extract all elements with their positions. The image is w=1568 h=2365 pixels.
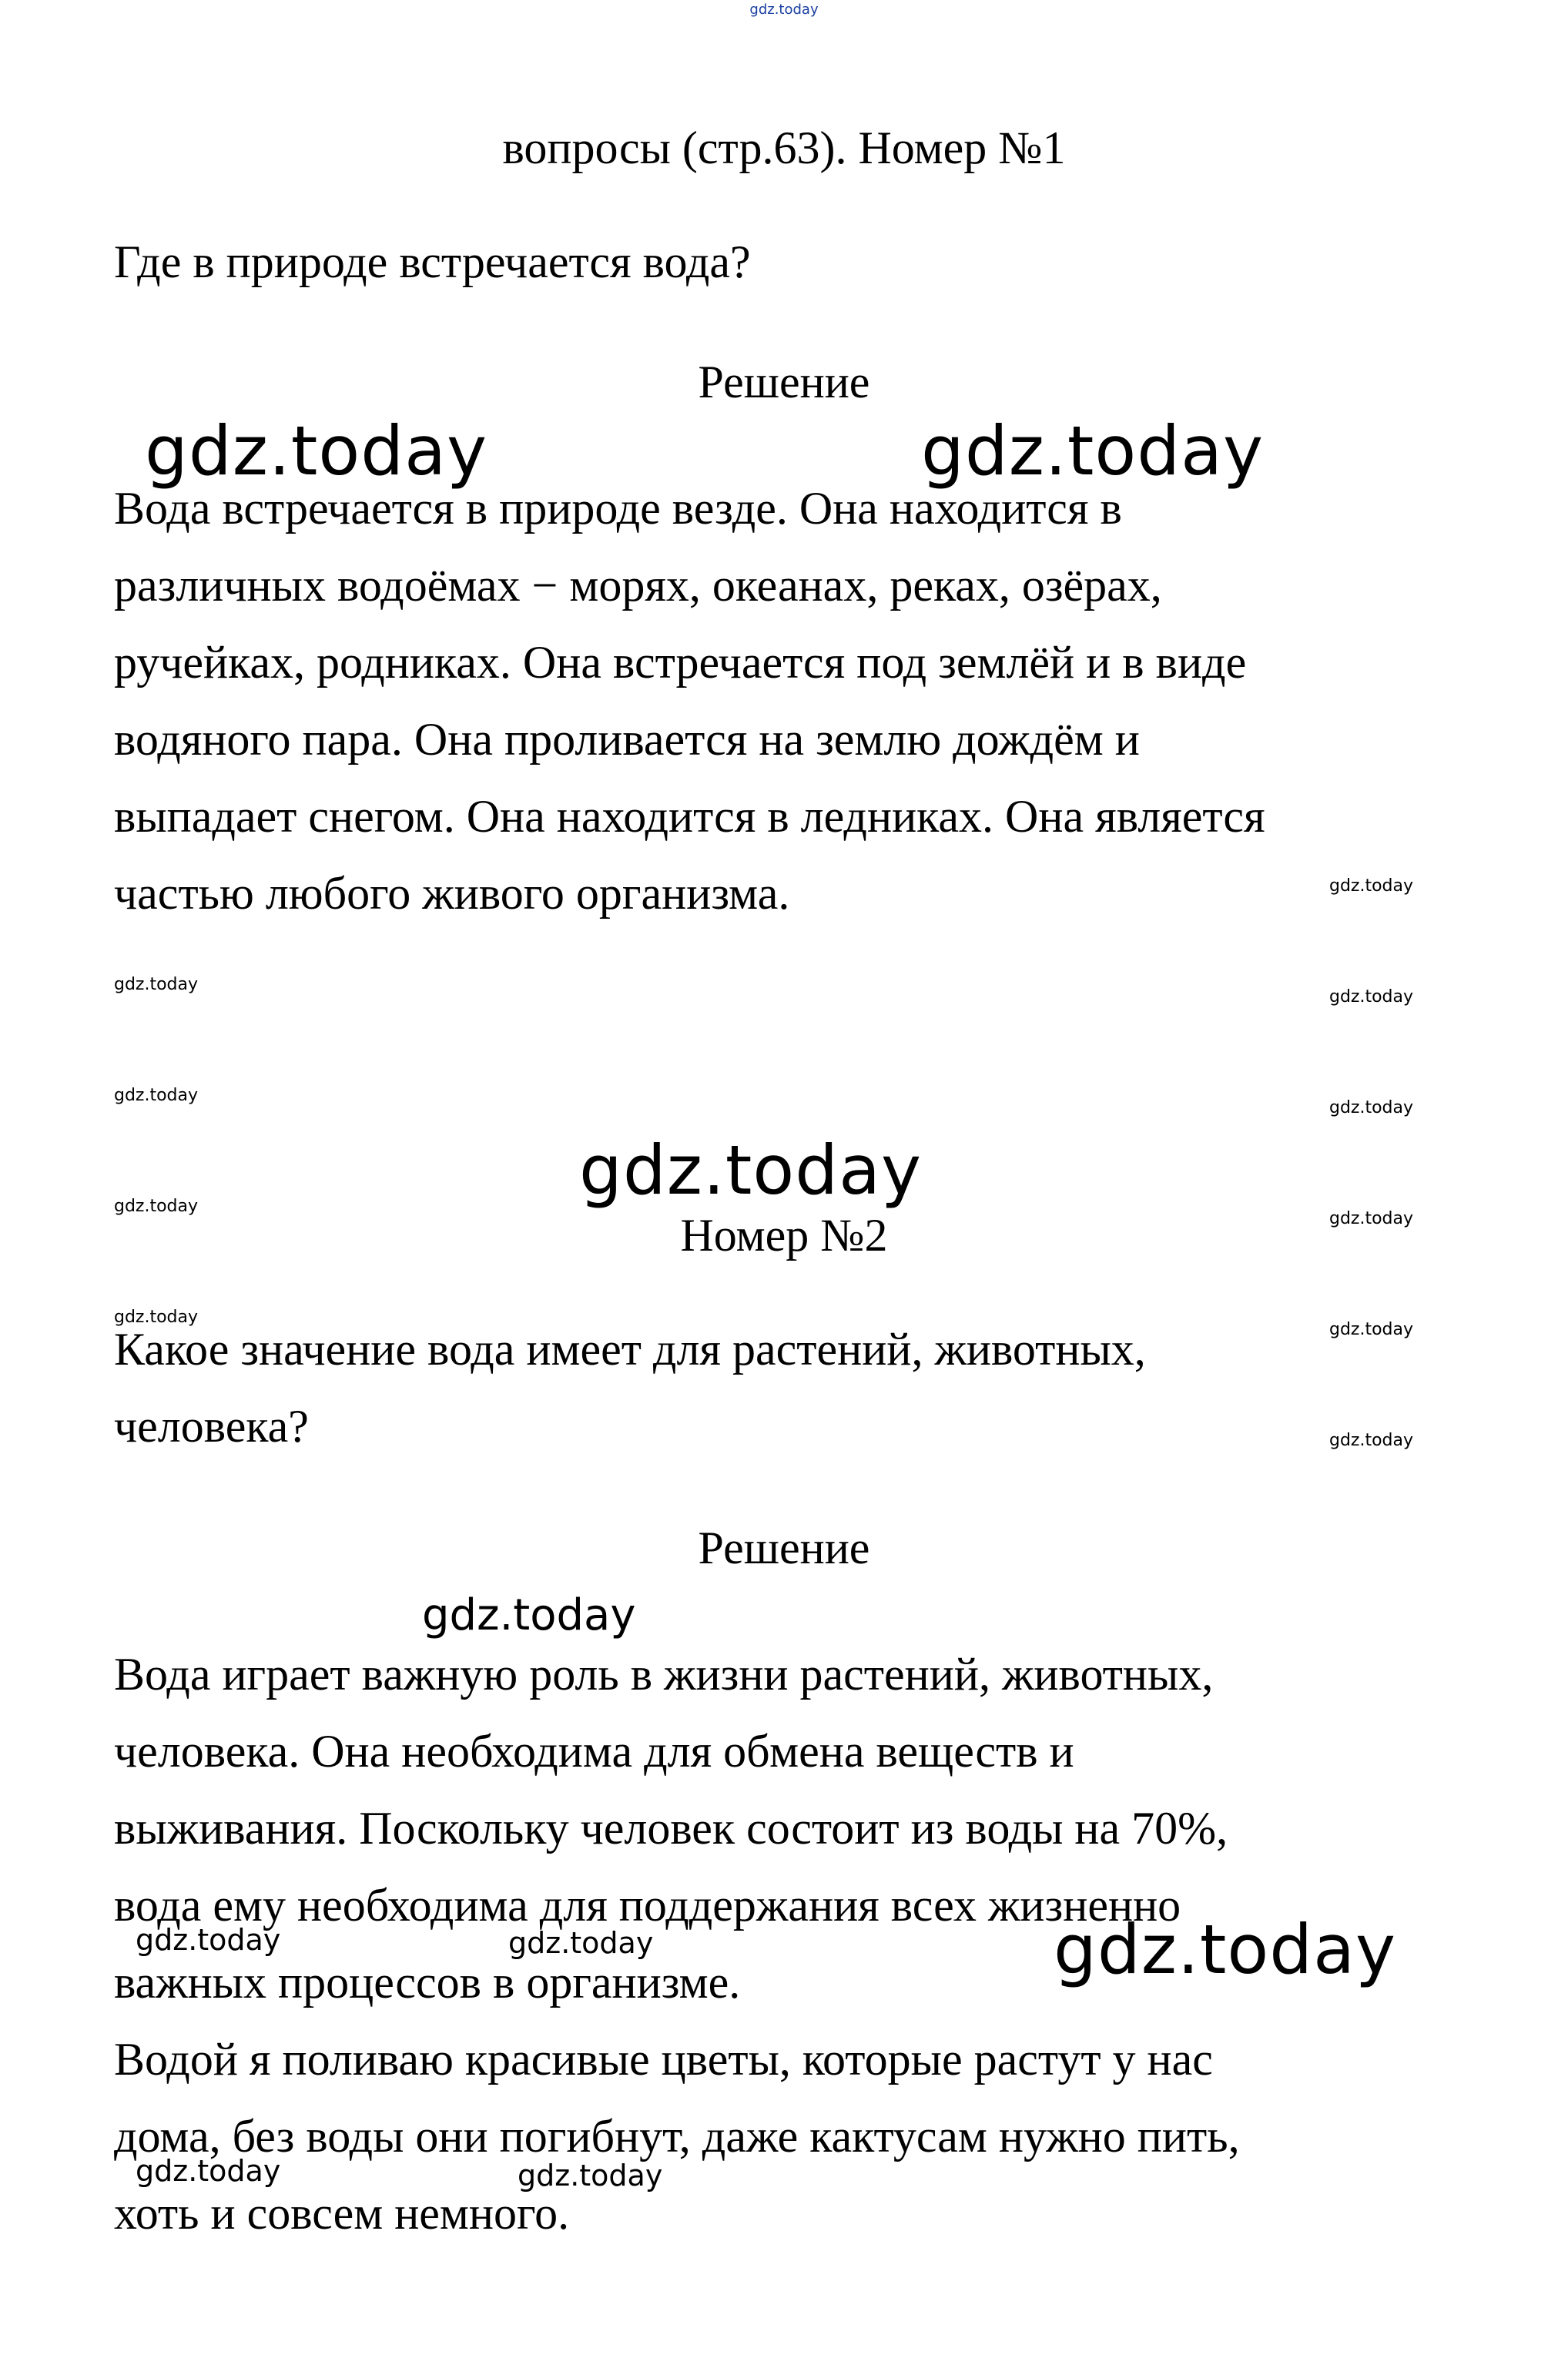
question1-answer-line: выпадает снегом. Она находится в ледниках. Она является <box>114 791 1265 842</box>
question2-text-line: человека? <box>114 1401 309 1452</box>
question1-solution-label: Решение <box>698 357 870 407</box>
question1-text: Где в природе встречается вода? <box>114 236 751 287</box>
question2-answer-line: Вода играет важную роль в жизни растений, животных, <box>114 1649 1214 1700</box>
question2-answer-line: дома, без воды они погибнут, даже кактусам нужно пить, <box>114 2111 1240 2162</box>
watermark: gdz.today <box>1329 987 1414 1007</box>
watermark: gdz.today <box>579 1131 923 1210</box>
watermark: gdz.today <box>1329 876 1414 896</box>
watermark: gdz.today <box>1054 1910 1397 1989</box>
watermark: gdz.today <box>136 1923 281 1957</box>
question2-text-line: Какое значение вода имеет для растений, животных, <box>114 1324 1146 1375</box>
question2-answer-line: выживания. Поскольку человек состоит из воды на 70%, <box>114 1803 1228 1854</box>
watermark: gdz.today <box>145 411 488 491</box>
question1-answer-line: ручейках, родниках. Она встречается под землёй и в виде <box>114 637 1247 688</box>
question1-answer-line: различных водоёмах − морях, океанах, реках, озёрах, <box>114 560 1162 611</box>
question1-answer-line: Вода встречается в природе везде. Она находится в <box>114 483 1122 534</box>
watermark: gdz.today <box>508 1926 654 1960</box>
header-watermark: gdz.today <box>749 2 819 18</box>
question2-answer-line: Водой я поливаю красивые цветы, которые растут у нас <box>114 2034 1213 2085</box>
question1-answer-line: водяного пара. Она проливается на землю дождём и <box>114 714 1140 765</box>
question2-solution-label: Решение <box>698 1523 870 1573</box>
watermark: gdz.today <box>114 1086 199 1105</box>
question2-answer-line: вода ему необходима для поддержания всех жизненно <box>114 1880 1181 1931</box>
watermark: gdz.today <box>1329 1431 1414 1450</box>
question1-heading: вопросы (стр.63). Номер №1 <box>502 122 1066 173</box>
watermark: gdz.today <box>1329 1098 1414 1117</box>
watermark: gdz.today <box>114 975 199 994</box>
question2-answer-line: человека. Она необходима для обмена веществ и <box>114 1726 1074 1777</box>
watermark: gdz.today <box>1329 1320 1414 1339</box>
watermark: gdz.today <box>136 2154 281 2188</box>
question2-answer-line: хоть и совсем немного. <box>114 2188 570 2239</box>
watermark: gdz.today <box>422 1590 636 1640</box>
watermark: gdz.today <box>114 1197 199 1216</box>
question1-answer-line: частью любого живого организма. <box>114 868 790 919</box>
question2-heading: Номер №2 <box>680 1210 888 1261</box>
watermark: gdz.today <box>921 411 1265 491</box>
question2-answer-line: важных процессов в организме. <box>114 1957 741 2008</box>
watermark: gdz.today <box>1329 1209 1414 1228</box>
watermark: gdz.today <box>114 1308 199 1327</box>
watermark: gdz.today <box>518 2159 663 2192</box>
